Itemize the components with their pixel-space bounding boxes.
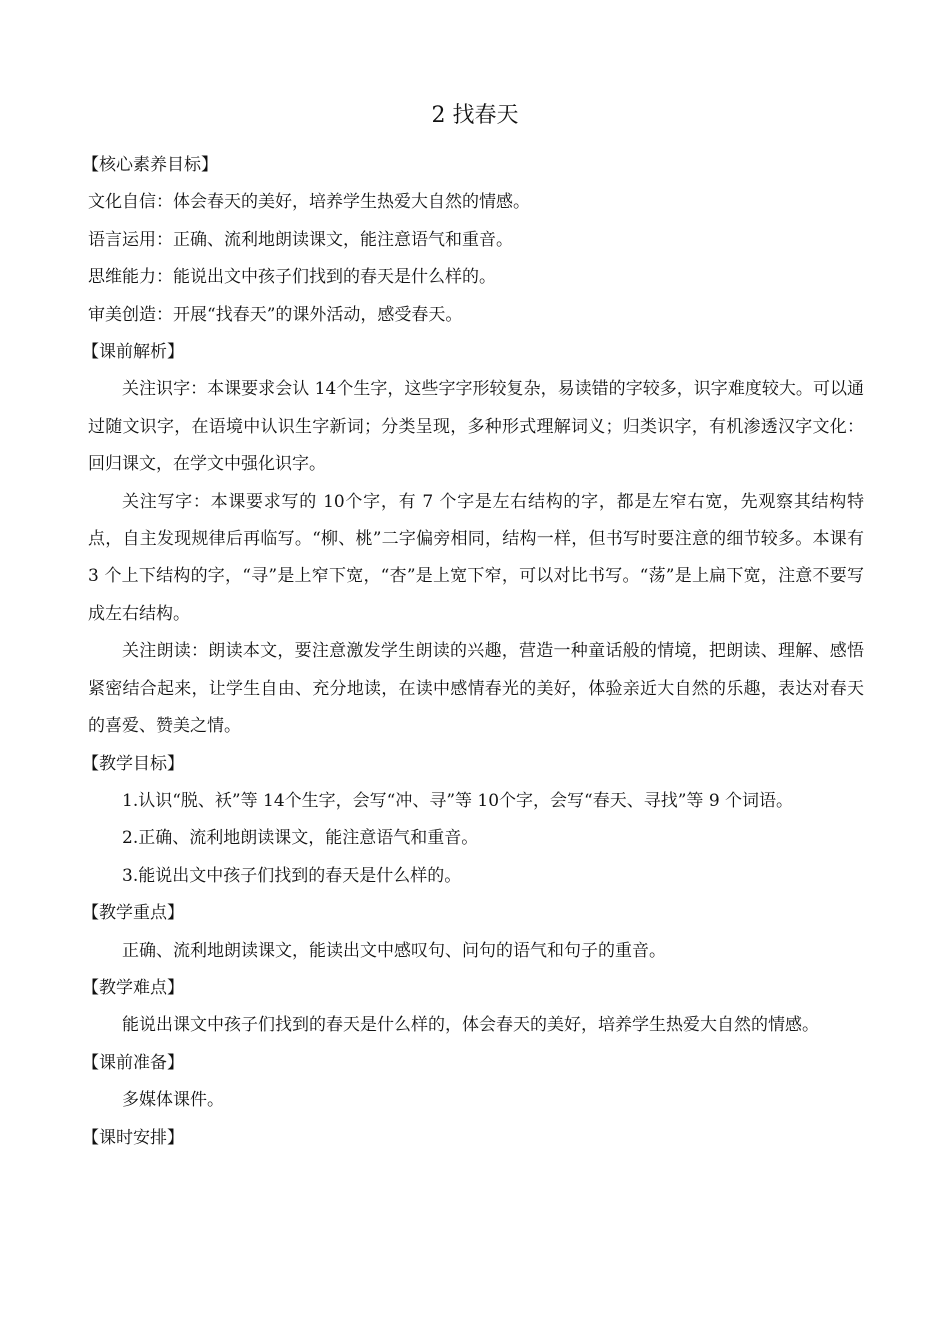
section-heading-difficulties: 【教学难点】 — [82, 977, 184, 998]
core-goal-item: 语言运用：正确、流利地朗读课文，能注意语气和重音。 — [88, 229, 513, 250]
core-goal-item: 审美创造：开展“找春天”的课外活动，感受春天。 — [88, 304, 463, 325]
document-body — [82, 147, 864, 1157]
section-heading-key-points: 【教学重点】 — [82, 903, 184, 924]
analysis-paragraph-literacy: 关注识字：本课要求会认 14个生字，这些字字形较复杂，易读错的字较多，识字难度较大。可以通过随文识字，在语境中认识生字新词；分类呈现，多种形式理解词义；归类识字，有机渗透汉字文化：回归课文，在学文中强化识字。 — [88, 379, 864, 475]
difficulties-text: 能说出课文中孩子们找到的春天是什么样的，体会春天的美好，培养学生热爱大自然的情感。 — [122, 1015, 819, 1036]
analysis-paragraph-reading: 关注朗读：朗读本文，要注意激发学生朗读的兴趣，营造一种童话般的情境，把朗读、理解、感悟紧密结合起来，让学生自由、充分地读，在读中感情春光的美好，体验亲近大自然的乐趣，表达对春天的喜爱、赞美之情。 — [88, 641, 864, 737]
section-heading-core-goals: 【核心素养目标】 — [82, 155, 218, 175]
key-points-text: 正确、流利地朗读课文，能读出文中感叹句、问句的语气和句子的重音。 — [122, 940, 666, 961]
analysis-paragraph-writing: 关注写字：本课要求写的 10个字，有 7 个字是左右结构的字，都是左窄右宽，先观察其结构特点，自主发现规律后再临写。“柳、桃”二字偏旁相同，结构一样，但书写时要注意的细节较多。本课有 3 个上下结构的字，“寻”是上窄下宽，“杏”是上宽下窄，可以对比书写。“荡”是上扁下宽，注意不要写成左右结构。 — [88, 491, 864, 624]
section-heading-pre-analysis: 【课前解析】 — [82, 342, 184, 363]
teaching-goal-item: 2.正确、流利地朗读课文，能注意语气和重音。 — [122, 828, 479, 849]
section-heading-preparation: 【课前准备】 — [82, 1052, 184, 1073]
page-title: 2 找春天 — [431, 103, 519, 128]
core-goal-item: 思维能力：能说出文中孩子们找到的春天是什么样的。 — [88, 267, 496, 288]
core-goal-item: 文化自信：体会春天的美好，培养学生热爱大自然的情感。 — [88, 192, 530, 213]
section-heading-schedule: 【课时安排】 — [82, 1127, 184, 1148]
teaching-goal-item: 1.认识“脱、袄”等 14个生字，会写“冲、寻”等 10个字，会写“春天、寻找”等 9 个词语。 — [122, 790, 794, 811]
section-heading-teaching-goals: 【教学目标】 — [82, 753, 184, 774]
preparation-text: 多媒体课件。 — [122, 1090, 224, 1111]
teaching-goal-item: 3.能说出文中孩子们找到的春天是什么样的。 — [122, 865, 462, 886]
